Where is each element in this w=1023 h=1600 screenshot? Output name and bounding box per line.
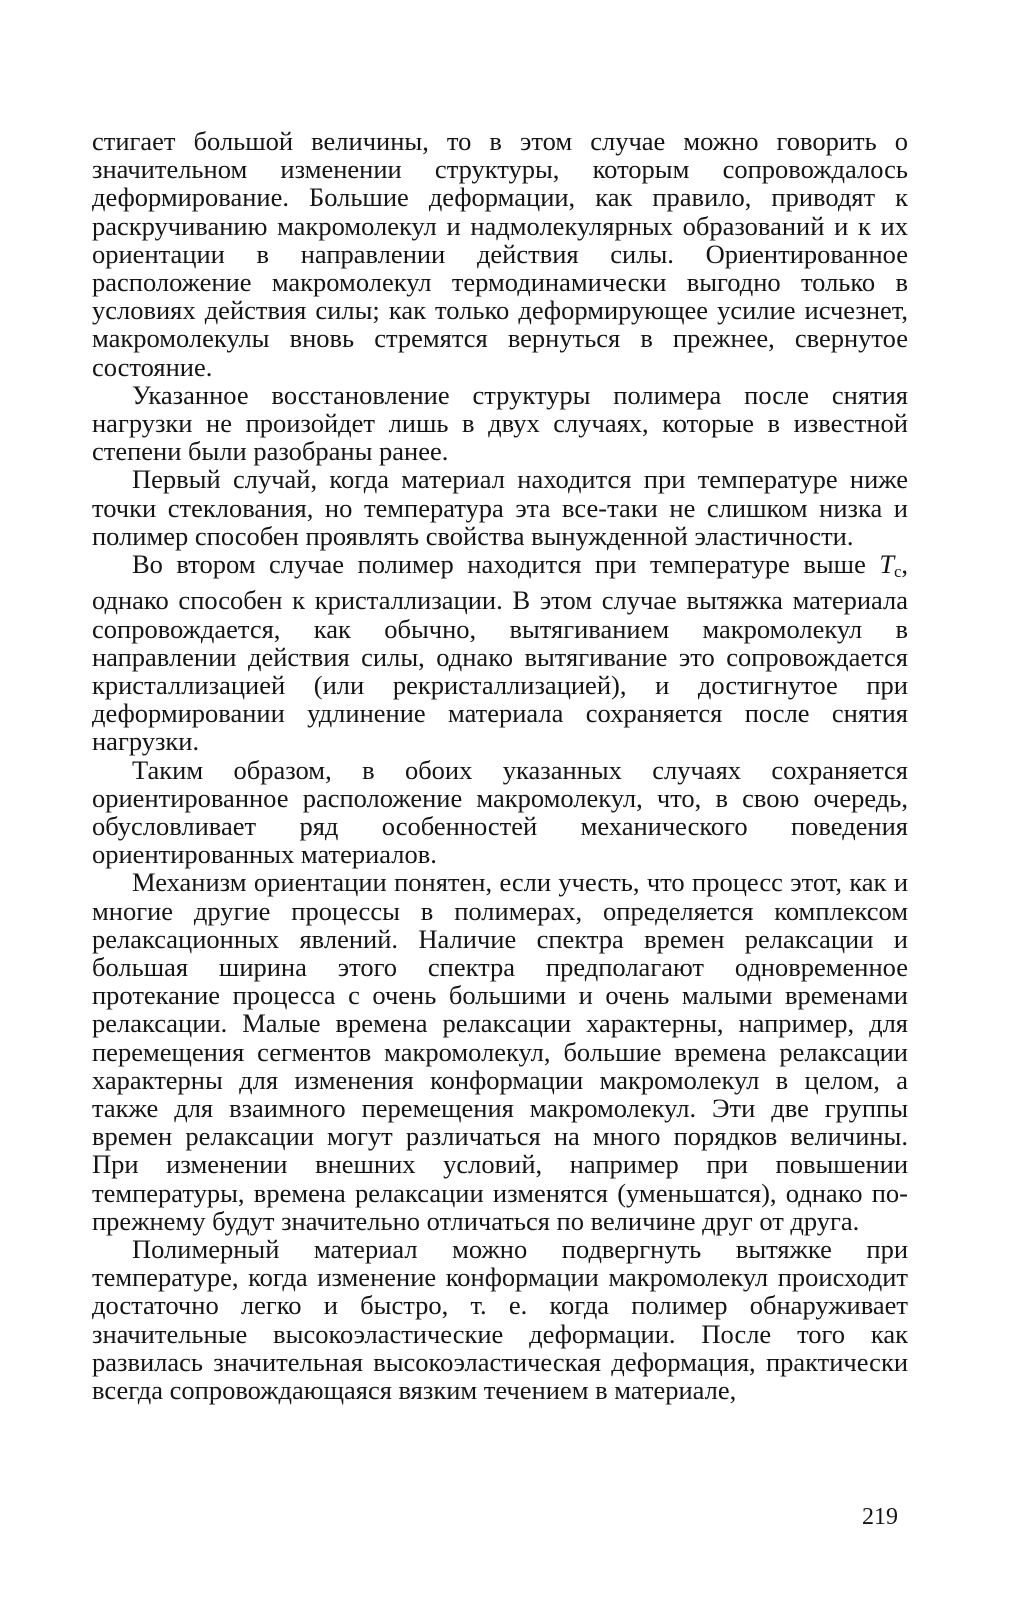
- paragraph-1: стигает большой величины, то в этом случае можно говорить о значительном изменении структуры, которым сопровождалось деформирование. Большие деформации, как правило, приводят к раскручиванию макромолекул и надмолекулярных образований и к их ориентации в направлении действия силы. Ориентированное расположение макромолекул термодинамически выгодно только в условиях действия силы; как только деформирующее усилие исчезнет, макромолекулы вновь стремятся вернуться в прежнее, свернутое состояние.: [92, 126, 908, 382]
- paragraph-6: Механизм ориентации понятен, если учесть, что процесс этот, как и многие другие процессы в полимерах, определяется комплексом релаксационных явлений. Наличие спектра времен релаксации и большая ширина этого спектра предполагают одновременное протекание процесса с очень большими и очень малыми временами релаксации. Малые времена релаксации характерны, например, для перемещения сегментов макромолекул, большие времена релаксации характерны для изменения конформации макромолекул в целом, а также для взаимного перемещения макромолекул. Эти две группы времен релаксации могут различаться на много порядков величины. При изменении внешних условий, например при повышении температуры, времена релаксации изменятся (уменьшатся), однако по-прежнему будут значительно отличаться по величине друг от друга.: [92, 867, 908, 1236]
- paragraph-3: Первый случай, когда материал находится при температуре ниже точки стеклования, но температура эта все-таки не слишком низка и полимер способен проявлять свойства вынужденной эластичности.: [92, 464, 908, 551]
- paragraph-4: [92, 550, 908, 756]
- paragraph-2: Указанное восстановление структуры полимера после снятия нагрузки не произойдет лишь в двух случаях, которые в известной степени были разобраны ранее.: [92, 379, 908, 467]
- glass-transition-subscript: с: [894, 562, 902, 582]
- page-body: [92, 127, 908, 1404]
- glass-transition-symbol: T: [879, 549, 895, 580]
- paragraph-5: Таким образом, в обоих указанных случаях сохраняется ориентированное расположение макромолекул, что, в свою очередь, обусловливает ряд особенностей механического поведения ориентированных материалов.: [92, 754, 908, 870]
- paragraph-7: Полимерный материал можно подвергнуть вытяжке при температуре, когда изменение конформации макромолекул происходит достаточно легко и быстро, т. е. когда полимер обнаруживает значительные высокоэластические деформации. После того как развилась значительная высокоэластическая деформация, практически всегда сопровождающаяся вязким течением в материале,: [92, 1234, 908, 1406]
- page-number: 219: [862, 1504, 898, 1530]
- paragraph-4-text-after: , однако способен к кристаллизации. В этом случае вытяжка материала сопровождается, как обычно, вытягиванием макромолекул в направлении действия силы, однако вытягивание это сопровождается кристаллизацией (или рекристаллизацией), и достигнутое при деформировании удлинение материала сохраняется после снятия нагрузки.: [92, 549, 908, 757]
- paragraph-4-text-before: Во втором случае полимер находится при температуре выше: [132, 549, 880, 580]
